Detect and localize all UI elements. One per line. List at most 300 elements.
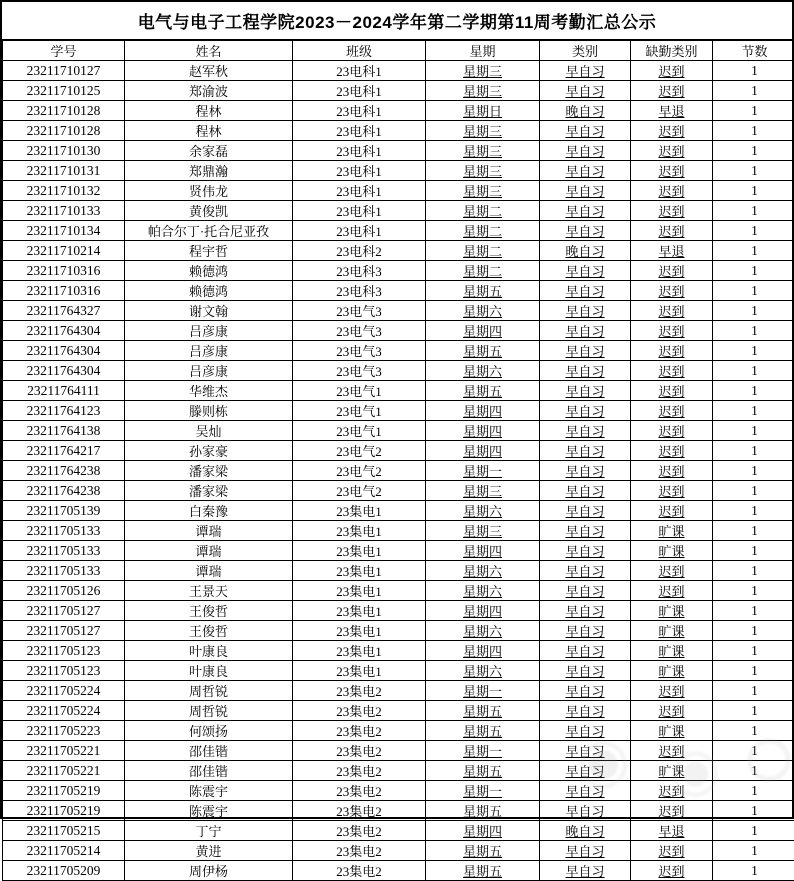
cell-category: 早自习 [540, 441, 631, 461]
cell-class: 23电气3 [293, 301, 426, 321]
cell-name: 吕彦康 [125, 341, 293, 361]
cell-category: 早自习 [540, 601, 631, 621]
cell-class: 23集电1 [293, 521, 426, 541]
table-row [3, 481, 794, 501]
cell-category: 早自习 [540, 321, 631, 341]
cell-id: 23211764123 [3, 401, 125, 421]
cell-name: 谢文翰 [125, 301, 293, 321]
cell-id: 23211705224 [3, 701, 125, 721]
cell-category: 早自习 [540, 181, 631, 201]
cell-name: 程林 [125, 121, 293, 141]
table-row [3, 421, 794, 441]
cell-periods: 1 [713, 121, 794, 141]
cell-category: 晚自习 [540, 101, 631, 121]
cell-absence: 早退 [631, 821, 713, 841]
cell-absence: 迟到 [631, 741, 713, 761]
cell-day: 星期四 [426, 441, 540, 461]
cell-name: 陈震宇 [125, 801, 293, 821]
cell-periods: 1 [713, 161, 794, 181]
cell-day: 星期四 [426, 541, 540, 561]
cell-periods: 1 [713, 141, 794, 161]
cell-class: 23集电1 [293, 641, 426, 661]
cell-periods: 1 [713, 101, 794, 121]
cell-day: 星期六 [426, 621, 540, 641]
cell-absence: 旷课 [631, 541, 713, 561]
table-row [3, 801, 794, 821]
cell-class: 23电科1 [293, 101, 426, 121]
cell-day: 星期六 [426, 361, 540, 381]
cell-name: 周伊杨 [125, 861, 293, 881]
table-row [3, 361, 794, 381]
table-row [3, 561, 794, 581]
cell-category: 早自习 [540, 201, 631, 221]
cell-id: 23211705133 [3, 521, 125, 541]
cell-class: 23集电2 [293, 761, 426, 781]
cell-absence: 迟到 [631, 801, 713, 821]
cell-day: 星期一 [426, 681, 540, 701]
cell-name: 吴灿 [125, 421, 293, 441]
cell-class: 23电气3 [293, 321, 426, 341]
cell-name: 黄俊凯 [125, 201, 293, 221]
cell-day: 星期三 [426, 121, 540, 141]
cell-absence: 迟到 [631, 581, 713, 601]
cell-id: 23211705123 [3, 661, 125, 681]
cell-absence: 迟到 [631, 681, 713, 701]
cell-category: 早自习 [540, 561, 631, 581]
cell-absence: 迟到 [631, 401, 713, 421]
cell-periods: 1 [713, 781, 794, 801]
cell-day: 星期四 [426, 421, 540, 441]
cell-name: 郑渝波 [125, 81, 293, 101]
cell-periods: 1 [713, 61, 794, 81]
cell-id: 23211710131 [3, 161, 125, 181]
cell-name: 邵佳锴 [125, 741, 293, 761]
cell-periods: 1 [713, 821, 794, 841]
table-row [3, 821, 794, 841]
cell-day: 星期六 [426, 661, 540, 681]
cell-category: 晚自习 [540, 821, 631, 841]
cell-category: 早自习 [540, 641, 631, 661]
cell-class: 23电科1 [293, 61, 426, 81]
cell-category: 早自习 [540, 541, 631, 561]
cell-day: 星期五 [426, 861, 540, 881]
cell-absence: 旷课 [631, 641, 713, 661]
table-row [3, 841, 794, 861]
cell-class: 23电科3 [293, 261, 426, 281]
cell-periods: 1 [713, 521, 794, 541]
cell-name: 帕合尔丁·托合尼亚孜 [125, 221, 293, 241]
cell-periods: 1 [713, 641, 794, 661]
cell-id: 23211705209 [3, 861, 125, 881]
cell-name: 华维杰 [125, 381, 293, 401]
cell-absence: 迟到 [631, 261, 713, 281]
cell-id: 23211710130 [3, 141, 125, 161]
cell-class: 23集电1 [293, 561, 426, 581]
table-row [3, 281, 794, 301]
cell-id: 23211710128 [3, 121, 125, 141]
table-row [3, 121, 794, 141]
cell-category: 早自习 [540, 501, 631, 521]
cell-category: 早自习 [540, 461, 631, 481]
cell-periods: 1 [713, 561, 794, 581]
table-row [3, 701, 794, 721]
cell-class: 23电气1 [293, 401, 426, 421]
cell-class: 23电科2 [293, 241, 426, 261]
cell-day: 星期二 [426, 261, 540, 281]
table-row [3, 321, 794, 341]
cell-absence: 迟到 [631, 201, 713, 221]
cell-day: 星期日 [426, 101, 540, 121]
cell-name: 王俊哲 [125, 621, 293, 641]
table-row [3, 521, 794, 541]
cell-class: 23电科1 [293, 201, 426, 221]
column-header-class: 班级 [293, 41, 426, 61]
cell-category: 早自习 [540, 61, 631, 81]
cell-absence: 迟到 [631, 121, 713, 141]
cell-day: 星期五 [426, 701, 540, 721]
cell-class: 23电气1 [293, 421, 426, 441]
table-row [3, 601, 794, 621]
cell-class: 23集电2 [293, 821, 426, 841]
cell-id: 23211705224 [3, 681, 125, 701]
cell-name: 贤伟龙 [125, 181, 293, 201]
cell-absence: 旷课 [631, 601, 713, 621]
cell-category: 早自习 [540, 661, 631, 681]
cell-periods: 1 [713, 601, 794, 621]
cell-category: 早自习 [540, 681, 631, 701]
cell-periods: 1 [713, 301, 794, 321]
table-row [3, 461, 794, 481]
cell-name: 叶康良 [125, 661, 293, 681]
table-row [3, 581, 794, 601]
cell-periods: 1 [713, 441, 794, 461]
cell-name: 滕则栋 [125, 401, 293, 421]
cell-class: 23集电1 [293, 501, 426, 521]
cell-category: 早自习 [540, 721, 631, 741]
cell-category: 早自习 [540, 781, 631, 801]
cell-id: 23211705127 [3, 621, 125, 641]
cell-id: 23211764304 [3, 341, 125, 361]
cell-day: 星期二 [426, 221, 540, 241]
cell-day: 星期五 [426, 721, 540, 741]
cell-name: 何颂扬 [125, 721, 293, 741]
table-row [3, 341, 794, 361]
cell-absence: 迟到 [631, 501, 713, 521]
cell-day: 星期六 [426, 561, 540, 581]
cell-absence: 旷课 [631, 521, 713, 541]
column-header-absence: 缺勤类别 [631, 41, 713, 61]
cell-id: 23211710133 [3, 201, 125, 221]
cell-name: 潘家梁 [125, 461, 293, 481]
cell-day: 星期四 [426, 641, 540, 661]
cell-category: 早自习 [540, 141, 631, 161]
cell-day: 星期二 [426, 201, 540, 221]
cell-name: 谭瑞 [125, 561, 293, 581]
cell-class: 23电气3 [293, 361, 426, 381]
cell-periods: 1 [713, 201, 794, 221]
column-header-periods: 节数 [713, 41, 794, 61]
cell-name: 余家磊 [125, 141, 293, 161]
cell-periods: 1 [713, 261, 794, 281]
cell-id: 23211764111 [3, 381, 125, 401]
cell-id: 23211705127 [3, 601, 125, 621]
cell-id: 23211764238 [3, 481, 125, 501]
cell-class: 23电科1 [293, 161, 426, 181]
cell-id: 23211705133 [3, 541, 125, 561]
cell-category: 早自习 [540, 261, 631, 281]
cell-name: 周哲锐 [125, 681, 293, 701]
cell-absence: 迟到 [631, 281, 713, 301]
cell-periods: 1 [713, 721, 794, 741]
table-row [3, 141, 794, 161]
table-row [3, 241, 794, 261]
cell-periods: 1 [713, 701, 794, 721]
cell-id: 23211705223 [3, 721, 125, 741]
cell-day: 星期二 [426, 241, 540, 261]
cell-day: 星期三 [426, 521, 540, 541]
cell-periods: 1 [713, 841, 794, 861]
cell-id: 23211705215 [3, 821, 125, 841]
cell-day: 星期五 [426, 341, 540, 361]
cell-absence: 迟到 [631, 701, 713, 721]
cell-name: 叶康良 [125, 641, 293, 661]
cell-day: 星期一 [426, 461, 540, 481]
cell-name: 谭瑞 [125, 521, 293, 541]
cell-category: 早自习 [540, 741, 631, 761]
cell-day: 星期六 [426, 301, 540, 321]
cell-periods: 1 [713, 581, 794, 601]
cell-category: 早自习 [540, 81, 631, 101]
table-row [3, 621, 794, 641]
cell-category: 早自习 [540, 701, 631, 721]
cell-class: 23电科1 [293, 141, 426, 161]
cell-name: 吕彦康 [125, 361, 293, 381]
cell-periods: 1 [713, 541, 794, 561]
cell-absence: 早退 [631, 101, 713, 121]
cell-category: 早自习 [540, 281, 631, 301]
cell-id: 23211710316 [3, 281, 125, 301]
table-row [3, 181, 794, 201]
cell-id: 23211764238 [3, 461, 125, 481]
cell-absence: 早退 [631, 241, 713, 261]
cell-id: 23211710125 [3, 81, 125, 101]
cell-class: 23电科1 [293, 181, 426, 201]
cell-day: 星期一 [426, 781, 540, 801]
cell-category: 早自习 [540, 521, 631, 541]
cell-name: 丁宁 [125, 821, 293, 841]
cell-day: 星期六 [426, 501, 540, 521]
cell-absence: 迟到 [631, 321, 713, 341]
cell-class: 23电气2 [293, 441, 426, 461]
cell-day: 星期三 [426, 81, 540, 101]
column-header-day: 星期 [426, 41, 540, 61]
table-row [3, 541, 794, 561]
cell-absence: 迟到 [631, 81, 713, 101]
cell-id: 23211705133 [3, 561, 125, 581]
cell-class: 23集电2 [293, 781, 426, 801]
cell-day: 星期一 [426, 741, 540, 761]
cell-name: 赖德鸿 [125, 261, 293, 281]
cell-class: 23电科3 [293, 281, 426, 301]
cell-day: 星期三 [426, 141, 540, 161]
table-row [3, 161, 794, 181]
cell-class: 23集电2 [293, 701, 426, 721]
column-header-id: 学号 [3, 41, 125, 61]
cell-day: 星期四 [426, 821, 540, 841]
cell-absence: 迟到 [631, 861, 713, 881]
cell-periods: 1 [713, 401, 794, 421]
table-row [3, 441, 794, 461]
cell-day: 星期五 [426, 761, 540, 781]
cell-category: 早自习 [540, 301, 631, 321]
cell-absence: 迟到 [631, 841, 713, 861]
table-row [3, 861, 794, 881]
cell-name: 王景天 [125, 581, 293, 601]
cell-class: 23集电1 [293, 541, 426, 561]
cell-periods: 1 [713, 501, 794, 521]
cell-day: 星期三 [426, 181, 540, 201]
cell-category: 早自习 [540, 421, 631, 441]
cell-day: 星期六 [426, 581, 540, 601]
cell-day: 星期三 [426, 481, 540, 501]
cell-class: 23电科1 [293, 221, 426, 241]
cell-class: 23集电1 [293, 581, 426, 601]
cell-day: 星期四 [426, 601, 540, 621]
cell-id: 23211705126 [3, 581, 125, 601]
table-row [3, 681, 794, 701]
cell-periods: 1 [713, 621, 794, 641]
cell-id: 23211705221 [3, 761, 125, 781]
cell-periods: 1 [713, 861, 794, 881]
cell-class: 23电科1 [293, 121, 426, 141]
cell-name: 邵佳锴 [125, 761, 293, 781]
cell-name: 白秦豫 [125, 501, 293, 521]
table-row [3, 741, 794, 761]
cell-category: 晚自习 [540, 241, 631, 261]
cell-periods: 1 [713, 181, 794, 201]
cell-id: 23211705123 [3, 641, 125, 661]
cell-periods: 1 [713, 461, 794, 481]
cell-class: 23电气2 [293, 481, 426, 501]
cell-absence: 迟到 [631, 481, 713, 501]
column-header-name: 姓名 [125, 41, 293, 61]
cell-name: 赖德鸿 [125, 281, 293, 301]
cell-day: 星期三 [426, 161, 540, 181]
cell-id: 23211710132 [3, 181, 125, 201]
attendance-table [2, 40, 794, 881]
cell-name: 谭瑞 [125, 541, 293, 561]
cell-name: 程宇哲 [125, 241, 293, 261]
table-row [3, 781, 794, 801]
cell-id: 23211705221 [3, 741, 125, 761]
cell-periods: 1 [713, 281, 794, 301]
cell-class: 23电气1 [293, 381, 426, 401]
cell-class: 23电气2 [293, 461, 426, 481]
table-row [3, 661, 794, 681]
cell-id: 23211705139 [3, 501, 125, 521]
cell-name: 郑鼎瀚 [125, 161, 293, 181]
cell-day: 星期四 [426, 401, 540, 421]
cell-periods: 1 [713, 661, 794, 681]
table-row [3, 201, 794, 221]
cell-category: 早自习 [540, 161, 631, 181]
table-header-row [3, 41, 794, 61]
cell-id: 23211710316 [3, 261, 125, 281]
cell-id: 23211764138 [3, 421, 125, 441]
cell-name: 孙家豪 [125, 441, 293, 461]
cell-periods: 1 [713, 421, 794, 441]
table-row [3, 81, 794, 101]
cell-absence: 旷课 [631, 621, 713, 641]
cell-category: 早自习 [540, 401, 631, 421]
cell-absence: 迟到 [631, 141, 713, 161]
cell-name: 程林 [125, 101, 293, 121]
cell-category: 早自习 [540, 801, 631, 821]
cell-day: 星期五 [426, 801, 540, 821]
cell-class: 23集电1 [293, 661, 426, 681]
cell-periods: 1 [713, 321, 794, 341]
cell-name: 王俊哲 [125, 601, 293, 621]
cell-category: 早自习 [540, 761, 631, 781]
table-row [3, 301, 794, 321]
cell-name: 陈震宇 [125, 781, 293, 801]
cell-class: 23集电2 [293, 741, 426, 761]
page-title: 电气与电子工程学院2023－2024学年第二学期第11周考勤汇总公示 [2, 2, 792, 40]
cell-periods: 1 [713, 741, 794, 761]
cell-periods: 1 [713, 761, 794, 781]
cell-day: 星期五 [426, 841, 540, 861]
cell-periods: 1 [713, 481, 794, 501]
cell-class: 23集电2 [293, 721, 426, 741]
cell-name: 周哲锐 [125, 701, 293, 721]
cell-absence: 迟到 [631, 381, 713, 401]
cell-category: 早自习 [540, 121, 631, 141]
cell-periods: 1 [713, 801, 794, 821]
cell-absence: 迟到 [631, 221, 713, 241]
cell-category: 早自习 [540, 341, 631, 361]
cell-id: 23211764304 [3, 321, 125, 341]
cell-class: 23集电2 [293, 841, 426, 861]
cell-periods: 1 [713, 381, 794, 401]
cell-id: 23211705219 [3, 781, 125, 801]
cell-category: 早自习 [540, 381, 631, 401]
cell-absence: 迟到 [631, 561, 713, 581]
column-header-category: 类别 [540, 41, 631, 61]
table-row [3, 401, 794, 421]
cell-category: 早自习 [540, 361, 631, 381]
table-row [3, 381, 794, 401]
cell-id: 23211764217 [3, 441, 125, 461]
cell-periods: 1 [713, 341, 794, 361]
cell-id: 23211710134 [3, 221, 125, 241]
cell-category: 早自习 [540, 841, 631, 861]
table-row [3, 761, 794, 781]
cell-class: 23集电2 [293, 801, 426, 821]
cell-periods: 1 [713, 361, 794, 381]
cell-category: 早自习 [540, 581, 631, 601]
cell-id: 23211710127 [3, 61, 125, 81]
cell-id: 23211705219 [3, 801, 125, 821]
cell-absence: 迟到 [631, 461, 713, 481]
cell-class: 23集电1 [293, 601, 426, 621]
cell-id: 23211764327 [3, 301, 125, 321]
cell-day: 星期四 [426, 321, 540, 341]
cell-absence: 旷课 [631, 721, 713, 741]
cell-category: 早自习 [540, 481, 631, 501]
cell-periods: 1 [713, 221, 794, 241]
cell-periods: 1 [713, 681, 794, 701]
cell-class: 23集电2 [293, 861, 426, 881]
